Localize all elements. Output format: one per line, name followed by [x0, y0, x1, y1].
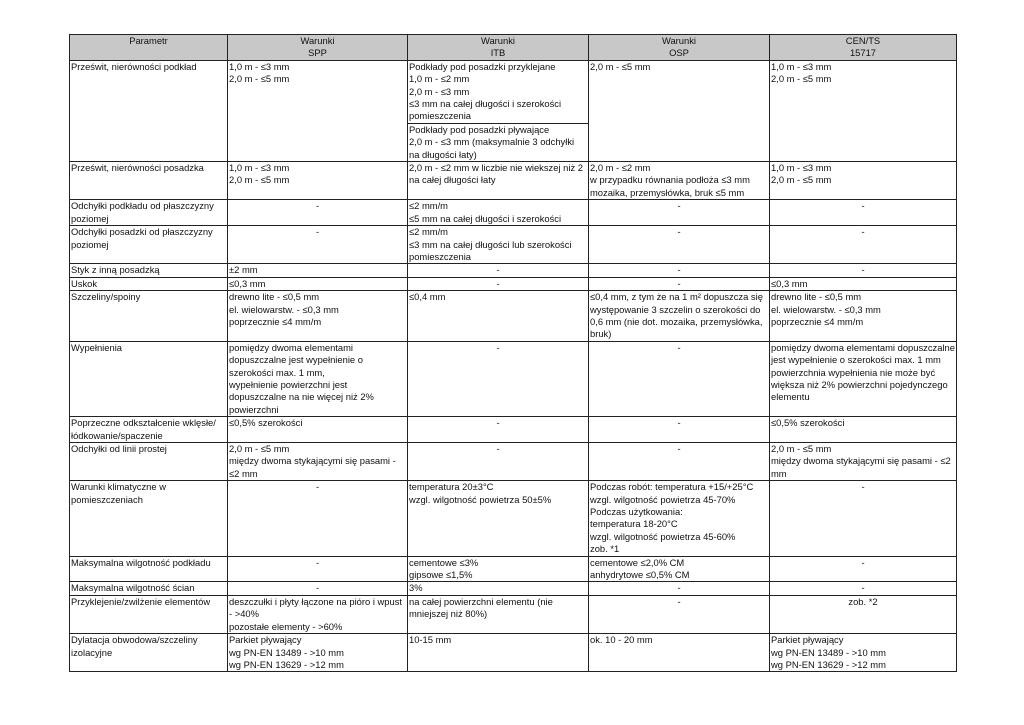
cell-parametr: Poprzeczne odkształcenie wklęsłe/ łódkowanie/spaczenie [70, 417, 228, 443]
cell-spp: 1,0 m - ≤3 mm 2,0 m - ≤5 mm [228, 60, 408, 161]
table-row [70, 582, 957, 595]
cell-itb [408, 60, 589, 161]
header-row [70, 35, 957, 61]
cell-spp: drewno lite - ≤0,5 mm el. wielowarstw. - ≤0,3 mm poprzecznie ≤4 mm/m [228, 291, 408, 342]
cell-spp: - [228, 481, 408, 556]
cell-itb: temperatura 20±3°C wzgl. wilgotność powietrza 50±5% [408, 481, 589, 556]
cell-parametr: Prześwit, nierówności posadzka [70, 162, 228, 200]
cell-itb: ≤2 mm/m ≤5 mm na całej długości i szerokości [408, 200, 589, 226]
cell-itb: cementowe ≤3% gipsowe ≤1,5% [408, 556, 589, 582]
table-row [70, 291, 957, 342]
cell-spp: Parkiet pływający wg PN-EN 13489 - >10 mm wg PN-EN 13629 - >12 mm [228, 634, 408, 672]
cell-parametr: Odchyłki od linii prostej [70, 443, 228, 481]
cell-cen-ts: 1,0 m - ≤3 mm 2,0 m - ≤5 mm [770, 162, 957, 200]
cell-parametr: Warunki klimatyczne w pomieszczeniach [70, 481, 228, 556]
table-row [70, 226, 957, 264]
table-row [70, 443, 957, 481]
cell-cen-ts: 2,0 m - ≤5 mm między dwoma stykającymi się pasami - ≤2 mm [770, 443, 957, 481]
cell-spp: - [228, 582, 408, 595]
cell-parametr: Prześwit, nierówności podkład [70, 60, 228, 161]
table-row [70, 277, 957, 290]
cell-osp: - [589, 200, 770, 226]
table-row [70, 264, 957, 277]
cell-parametr: Dylatacja obwodowa/szczeliny izolacyjne [70, 634, 228, 672]
requirements-table [69, 34, 957, 672]
table-row [70, 417, 957, 443]
cell-itb: ≤0,4 mm [408, 291, 589, 342]
cell-osp: - [589, 264, 770, 277]
cell-itb: na całej powierzchni elementu (nie mniejszej niż 80%) [408, 595, 589, 633]
cell-spp: - [228, 556, 408, 582]
cell-cen-ts: ≤0,5% szerokości [770, 417, 957, 443]
cell-spp: 1,0 m - ≤3 mm 2,0 m - ≤5 mm [228, 162, 408, 200]
cell-spp: pomiędzy dwoma elementami dopuszczalne jest wypełnienie o szerokości max. 1 mm, wypełnienie powierzchni jest dopuszczalne na nie więcej niż 2% powierzchni [228, 341, 408, 416]
cell-spp: - [228, 226, 408, 264]
cell-itb: 10-15 mm [408, 634, 589, 672]
cell-itb: 3% [408, 582, 589, 595]
table-row [70, 162, 957, 200]
cell-parametr: Uskok [70, 277, 228, 290]
cell-osp: - [589, 443, 770, 481]
table-row [70, 341, 957, 416]
cell-osp: - [589, 595, 770, 633]
header-parametr: Parametr [70, 35, 228, 61]
cell-osp: - [589, 582, 770, 595]
cell-itb: - [408, 341, 589, 416]
cell-parametr: Przyklejenie/zwilżenie elementów [70, 595, 228, 633]
cell-spp: ≤0,5% szerokości [228, 417, 408, 443]
table-row [70, 595, 957, 633]
cell-osp: ok. 10 - 20 mm [589, 634, 770, 672]
cell-osp: - [589, 341, 770, 416]
cell-section: Podkłady pod posadzki przyklejane 1,0 m - ≤2 mm 2,0 m - ≤3 mm ≤3 mm na całej długości i szerokości pomieszczenia [409, 60, 562, 122]
cell-cen-ts: ≤0,3 mm [770, 277, 957, 290]
cell-parametr: Wypełnienia [70, 341, 228, 416]
cell-osp: Podczas robót: temperatura +15/+25°C wzgl. wilgotność powietrza 45-70% Podczas użytkowania: temperatura 18-20°C wzgl. wilgotność powietrza 45-60% zob. *1 [589, 481, 770, 556]
cell-spp: deszczułki i płyty łączone na pióro i wpust - >40% pozostałe elementy - >60% [228, 595, 408, 633]
cell-osp: cementowe ≤2,0% CM anhydrytowe ≤0,5% CM [589, 556, 770, 582]
cell-cen-ts: - [770, 582, 957, 595]
cell-cen-ts: - [770, 556, 957, 582]
cell-parametr: Odchyłki posadzki od płaszczyzny poziomej [70, 226, 228, 264]
cell-cen-ts: - [770, 226, 957, 264]
cell-spp: 2,0 m - ≤5 mm między dwoma stykającymi się pasami - ≤2 mm [228, 443, 408, 481]
cell-cen-ts: - [770, 200, 957, 226]
cell-section: Podkłady pod posadzki pływające 2,0 m - ≤3 mm (maksymalnie 3 odchyłki na długości łaty) [408, 123, 588, 161]
table-header [70, 35, 957, 61]
cell-parametr: Maksymalna wilgotność ścian [70, 582, 228, 595]
cell-osp: 2,0 m - ≤2 mm w przypadku równania podłoża ≤3 mm mozaika, przemysłówka, bruk ≤5 mm [589, 162, 770, 200]
cell-osp: 2,0 m - ≤5 mm [589, 60, 770, 161]
cell-parametr: Styk z inną posadzką [70, 264, 228, 277]
cell-itb: - [408, 417, 589, 443]
cell-osp: - [589, 277, 770, 290]
header-itb: Warunki ITB [408, 35, 589, 61]
cell-osp: - [589, 417, 770, 443]
cell-itb: ≤2 mm/m ≤3 mm na całej długości lub szerokości pomieszczenia [408, 226, 589, 264]
cell-spp: ≤0,3 mm [228, 277, 408, 290]
cell-cen-ts: - [770, 264, 957, 277]
header-spp: Warunki SPP [228, 35, 408, 61]
table-row [70, 60, 957, 161]
table-row [70, 481, 957, 556]
cell-cen-ts: - [770, 481, 957, 556]
cell-parametr: Szczeliny/spoiny [70, 291, 228, 342]
cell-spp: - [228, 200, 408, 226]
cell-cen-ts: drewno lite - ≤0,5 mm el. wielowarstw. - ≤0,3 mm poprzecznie ≤4 mm/m [770, 291, 957, 342]
cell-cen-ts: zob. *2 [770, 595, 957, 633]
header-osp: Warunki OSP [589, 35, 770, 61]
header-cen-ts: CEN/TS 15717 [770, 35, 957, 61]
table-row [70, 634, 957, 672]
cell-itb: - [408, 277, 589, 290]
cell-itb: 2,0 m - ≤2 mm w liczbie nie wiekszej niż 2 na całej długości łaty [408, 162, 589, 200]
table-row [70, 556, 957, 582]
cell-spp: ±2 mm [228, 264, 408, 277]
cell-cen-ts: Parkiet pływający wg PN-EN 13489 - >10 mm wg PN-EN 13629 - >12 mm [770, 634, 957, 672]
cell-cen-ts: 1,0 m - ≤3 mm 2,0 m - ≤5 mm [770, 60, 957, 161]
cell-osp: ≤0,4 mm, z tym że na 1 m² dopuszcza się występowanie 3 szczelin o szerokości do 0,6 mm (nie dot. mozaika, przemysłówka, bruk) [589, 291, 770, 342]
table-row [70, 200, 957, 226]
cell-osp: - [589, 226, 770, 264]
table-body [70, 60, 957, 672]
cell-itb: - [408, 443, 589, 481]
cell-itb: - [408, 264, 589, 277]
cell-cen-ts: pomiędzy dwoma elementami dopuszczalne jest wypełnienie o szerokości max. 1 mm powierzchnia wypełnienia nie może być większa niż 2% powierzchni pojedynczego elementu [770, 341, 957, 416]
cell-parametr: Maksymalna wilgotność podkładu [70, 556, 228, 582]
cell-parametr: Odchyłki podkładu od płaszczyzny poziomej [70, 200, 228, 226]
